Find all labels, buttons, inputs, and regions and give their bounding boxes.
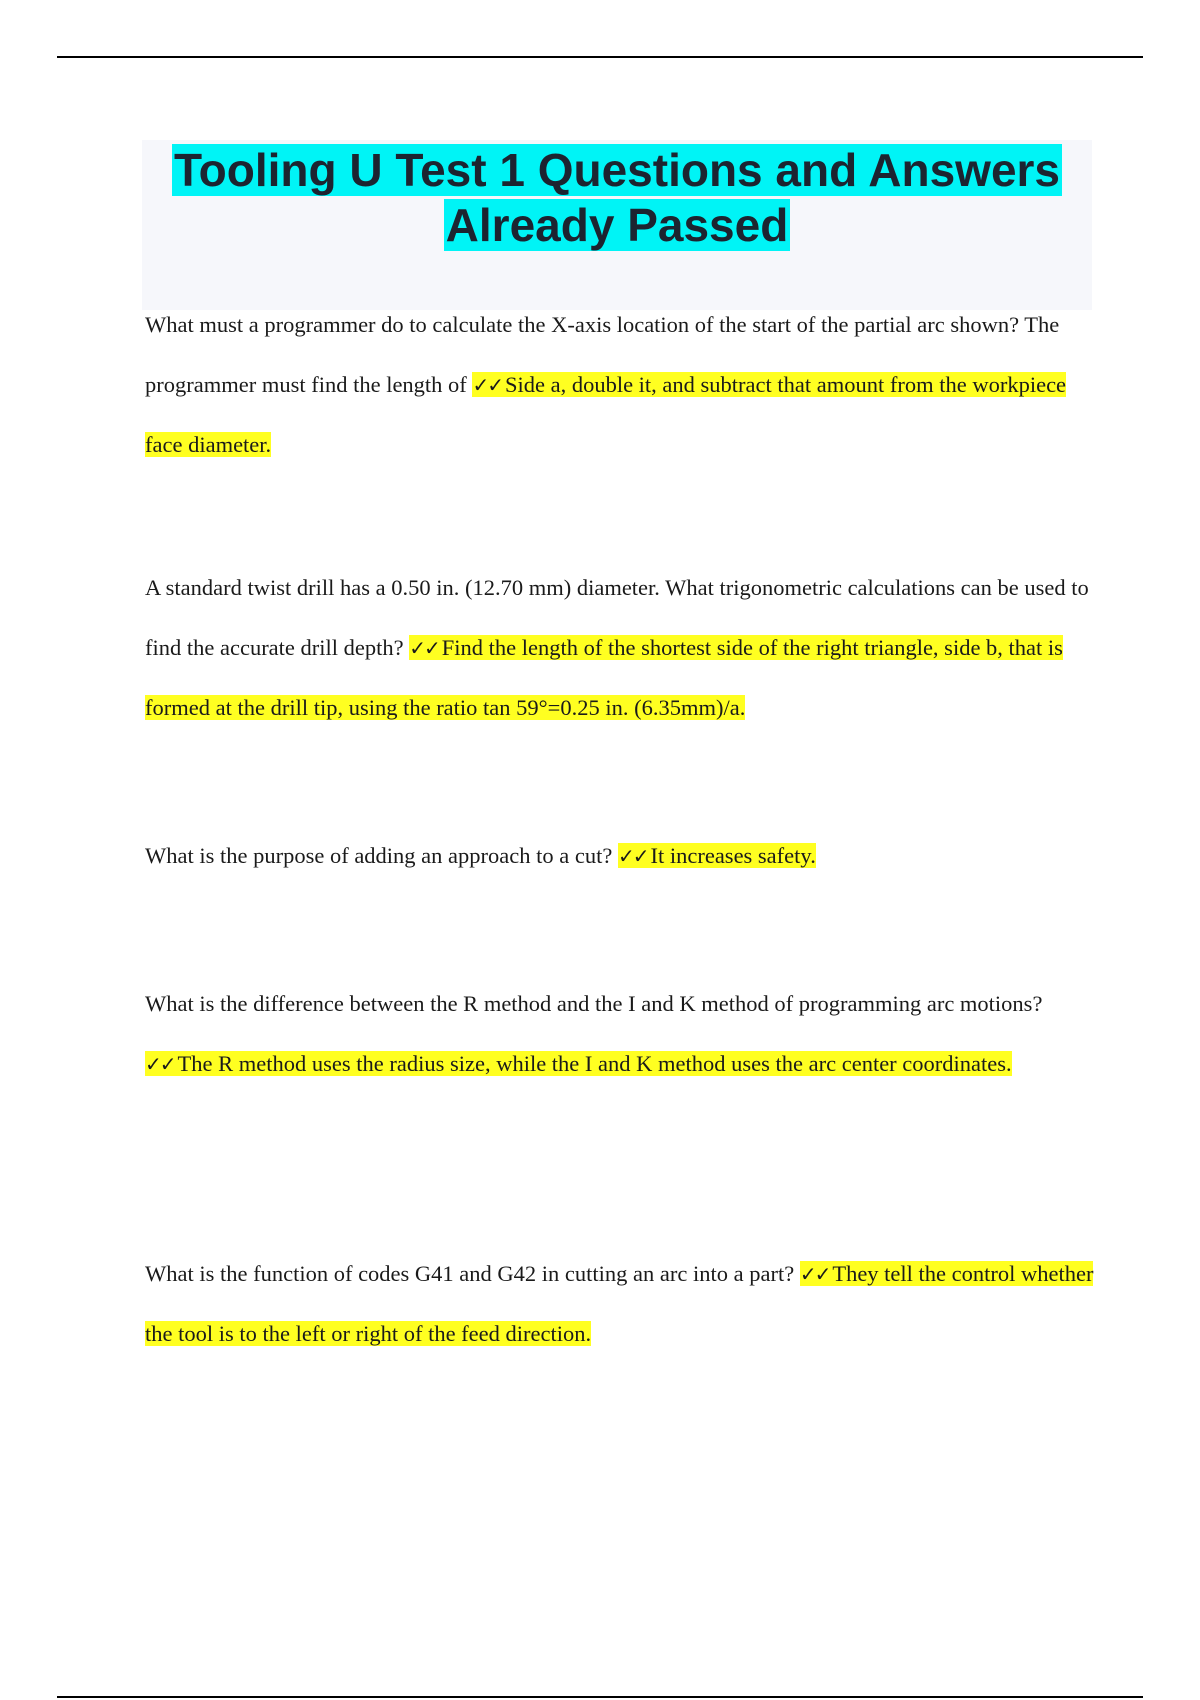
qa-item-1 <box>145 295 1095 475</box>
answer-highlight <box>618 843 816 868</box>
answer-text: Side a, double it, and subtract that amount from the workpiece face diameter. <box>145 372 1067 457</box>
question-text: What is the purpose of adding an approach to a cut? <box>145 843 618 868</box>
double-check-icon: ✓✓ <box>409 636 439 660</box>
bottom-rule <box>57 1696 1143 1698</box>
qa-item-4 <box>145 974 1095 1094</box>
double-check-icon: ✓✓ <box>617 844 648 868</box>
question-text: A standard twist drill has a 0.50 in. (12.70 mm) diameter. What trigonometric calculations can be used to find the accurate drill depth? <box>145 575 1089 660</box>
question-text: What is the difference between the R method and the I and K method of programming arc motions? <box>145 991 1043 1016</box>
double-check-icon: ✓✓ <box>472 373 502 397</box>
answer-text: Find the length of the shortest side of the right triangle, side b, that is formed at the drill tip, using the ratio tan 59°=0.25 in. (6.35mm)/a. <box>145 635 1063 720</box>
qa-item-3 <box>145 826 1095 886</box>
double-check-icon: ✓✓ <box>799 1262 830 1286</box>
title-line-1: Tooling U Test 1 Questions and Answers <box>173 144 1061 196</box>
answer-text: The R method uses the radius size, while the I and K method uses the arc center coordinates. <box>177 1051 1012 1076</box>
question-text: What is the function of codes G41 and G42 in cutting an arc into a part? <box>145 1261 800 1286</box>
double-check-icon: ✓✓ <box>145 1052 175 1076</box>
answer-text: It increases safety. <box>650 843 816 868</box>
qa-item-2 <box>145 558 1095 738</box>
qa-item-5 <box>145 1244 1095 1364</box>
answer-text: They tell the control whether the tool is to the left or right of the feed direction. <box>145 1261 1094 1346</box>
top-rule <box>57 56 1143 58</box>
answer-highlight <box>145 1051 1012 1076</box>
question-text: What must a programmer do to calculate the X-axis location of the start of the partial arc shown? The programmer must find the length of <box>145 312 1060 397</box>
title-line-2: Already Passed <box>445 199 789 251</box>
document-title <box>142 143 1092 253</box>
